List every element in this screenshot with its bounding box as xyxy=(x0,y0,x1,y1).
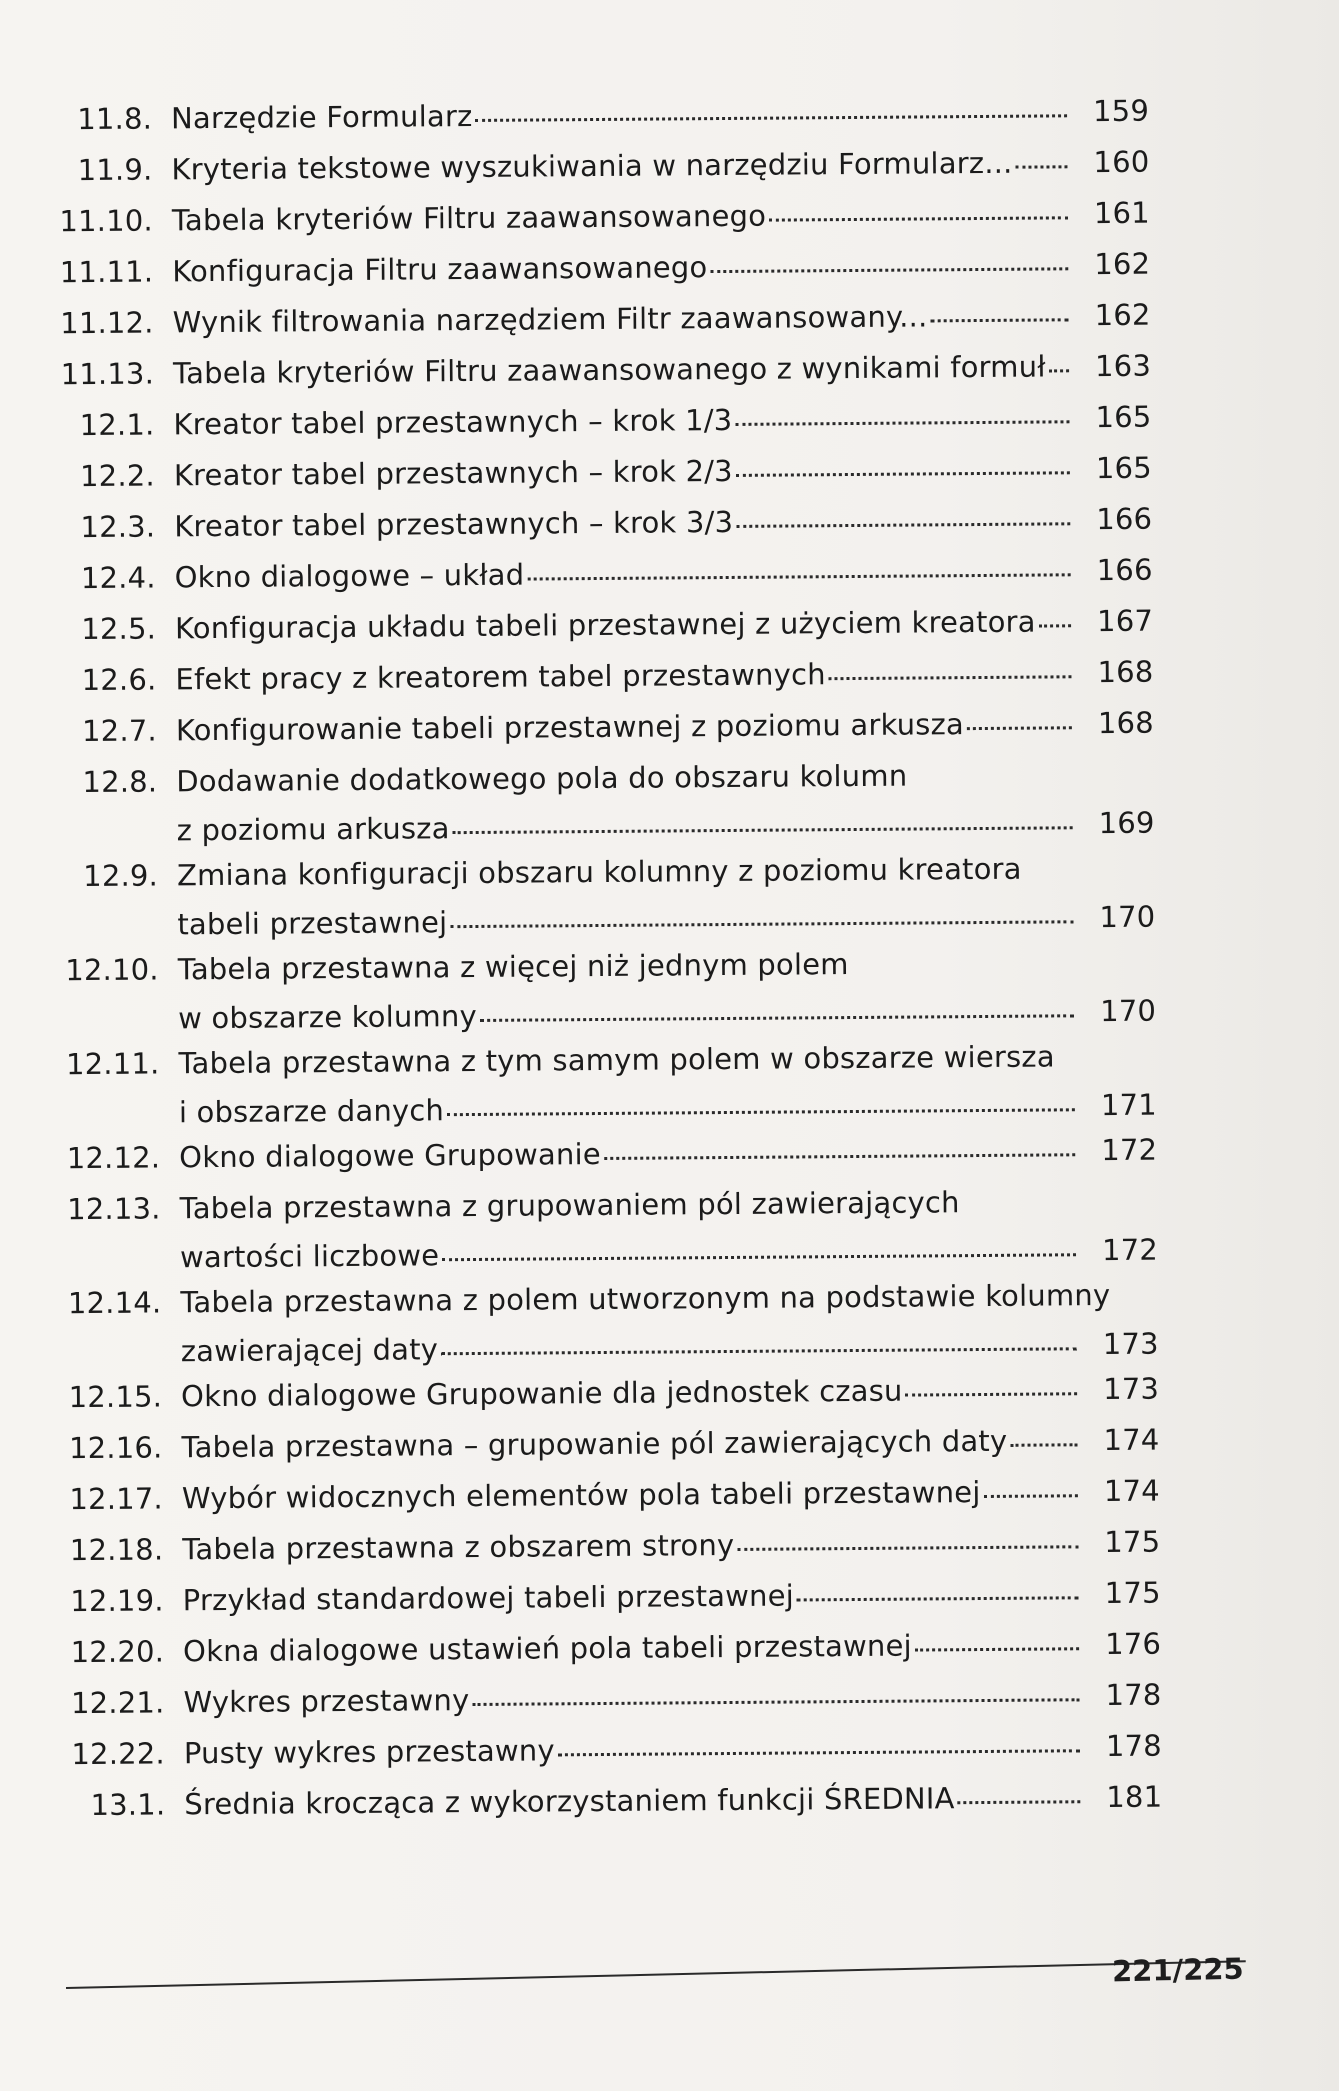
figure-number: 12.8. xyxy=(82,764,158,800)
toc-entry xyxy=(0,194,1333,239)
dot-leader xyxy=(735,416,1069,426)
figure-number: 11.11. xyxy=(59,254,154,290)
figure-title: Narzędzie Formularz xyxy=(170,98,473,136)
page-number: 174 xyxy=(1103,1422,1160,1458)
entry-line xyxy=(173,400,1151,442)
toc-entry xyxy=(4,1523,1339,1568)
page-number: 159 xyxy=(1092,93,1150,129)
figure-title: Przykład standardowej tabeli przestawnej xyxy=(182,1578,795,1618)
dot-leader xyxy=(1039,620,1071,627)
toc-entry xyxy=(0,500,1335,545)
figure-title: Kreator tabel przestawnych – krok 1/3 xyxy=(173,402,733,442)
page-number: 172 xyxy=(1101,1132,1158,1168)
entry-line xyxy=(180,1233,1158,1275)
entry-line xyxy=(175,655,1153,697)
toc-entry xyxy=(6,1727,1339,1772)
figure-number: 12.9. xyxy=(83,858,159,894)
page-number: 172 xyxy=(1101,1232,1159,1268)
toc-entry xyxy=(0,849,1338,942)
figure-title: Tabela przestawna z grupowaniem pól zawierających xyxy=(179,1185,960,1226)
figure-title: Kryteria tekstowe wyszukiwania w narzędziu Formularz... xyxy=(171,145,1013,187)
figure-number: 12.14. xyxy=(67,1285,162,1321)
entry-line xyxy=(178,945,1156,987)
entry-line xyxy=(180,1278,1158,1320)
page-number: 174 xyxy=(1103,1473,1161,1509)
entry-line xyxy=(181,1372,1159,1414)
entry-line xyxy=(171,94,1149,136)
figure-number: 12.21. xyxy=(70,1685,165,1721)
figure-number: 12.13. xyxy=(67,1191,161,1227)
dot-leader xyxy=(906,1388,1078,1396)
toc-entry xyxy=(6,1778,1339,1823)
dot-leader xyxy=(797,1592,1079,1601)
page-number: 166 xyxy=(1096,552,1153,588)
toc-entry xyxy=(0,449,1335,494)
entry-line xyxy=(171,145,1149,187)
page-number: 181 xyxy=(1106,1779,1163,1815)
figure-title: Okno dialogowe – układ xyxy=(174,557,525,595)
entry-line xyxy=(175,604,1153,646)
figure-title: z poziomu arkusza xyxy=(176,811,450,848)
figure-title: Tabela przestawna z więcej niż jednym polem xyxy=(177,947,849,987)
figure-title: w obszarze kolumny xyxy=(177,998,477,1036)
page-number: 175 xyxy=(1104,1524,1161,1560)
figure-number: 12.3. xyxy=(80,509,156,545)
entry-line xyxy=(184,1729,1162,1771)
toc-entry xyxy=(0,398,1334,443)
figure-title: Konfigurowanie tabeli przestawnej z poziomu arkusza xyxy=(175,707,965,748)
toc-entry xyxy=(0,296,1333,341)
toc-entry xyxy=(0,551,1335,596)
dot-leader xyxy=(442,1249,1076,1261)
entry-line xyxy=(174,502,1152,544)
page-number: 161 xyxy=(1093,195,1150,231)
entry-line xyxy=(177,900,1155,942)
figure-title: Wykres przestawny xyxy=(183,1683,470,1720)
dot-leader xyxy=(441,1343,1077,1355)
entry-line xyxy=(179,1133,1157,1175)
dot-leader xyxy=(475,110,1067,122)
dot-leader xyxy=(915,1643,1079,1651)
entry-line xyxy=(181,1327,1159,1369)
toc-entry xyxy=(0,92,1332,137)
figure-title: wartości liczbowe xyxy=(179,1238,440,1275)
figure-number: 12.17. xyxy=(69,1481,164,1517)
figure-title: Dodawanie dodatkowego pola do obszaru kolumn xyxy=(176,758,908,799)
toc-entry xyxy=(5,1574,1339,1619)
entry-line xyxy=(173,298,1151,340)
entry-line xyxy=(183,1678,1161,1720)
toc-entry xyxy=(1,1131,1339,1176)
page-number: 176 xyxy=(1104,1626,1162,1662)
page-number: 167 xyxy=(1096,603,1154,639)
page-number: 162 xyxy=(1094,246,1151,282)
page-number: 170 xyxy=(1099,899,1156,935)
figure-title: Średnia krocząca z wykorzystaniem funkcji ŚREDNIA xyxy=(184,1781,955,1822)
figure-number: 12.22. xyxy=(71,1736,166,1772)
page-number: 178 xyxy=(1105,1728,1163,1764)
page-number: 168 xyxy=(1097,705,1154,741)
entry-line xyxy=(179,1184,1157,1226)
dot-leader xyxy=(527,569,1070,580)
toc-entry xyxy=(1,1182,1339,1275)
dot-leader xyxy=(447,1104,1075,1116)
dot-leader xyxy=(967,722,1072,730)
entry-line xyxy=(178,1039,1156,1081)
toc-entry xyxy=(0,347,1334,392)
figure-number: 11.8. xyxy=(77,101,153,137)
figure-title: Zmiana konfiguracji obszaru kolumny z poziomu kreatora xyxy=(176,851,1022,893)
page-number: 162 xyxy=(1094,297,1151,333)
figure-title: i obszarze danych xyxy=(178,1093,445,1130)
toc-entry xyxy=(0,602,1336,647)
entry-line xyxy=(176,757,1154,799)
figure-title: Kreator tabel przestawnych – krok 2/3 xyxy=(173,453,733,493)
figure-number: 12.20. xyxy=(70,1634,165,1670)
page-number: 166 xyxy=(1096,501,1153,537)
entry-line xyxy=(174,451,1152,493)
figure-title: Okna dialogowe ustawień pola tabeli przestawnej xyxy=(182,1628,912,1669)
figure-title: Tabela przestawna – grupowanie pól zawierających daty xyxy=(181,1423,1008,1465)
figure-number: 12.18. xyxy=(69,1532,164,1568)
footer-page-number: 221/225 xyxy=(1111,1951,1245,1989)
dot-leader xyxy=(453,822,1073,834)
figure-number: 11.10. xyxy=(59,203,153,239)
dot-leader xyxy=(958,1796,1081,1804)
toc-entry xyxy=(3,1421,1339,1466)
figure-title: Wybór widocznych elementów pola tabeli przestawnej xyxy=(181,1475,981,1516)
page-number: 169 xyxy=(1098,805,1155,841)
dot-leader xyxy=(604,1149,1075,1160)
entry-line xyxy=(182,1525,1160,1567)
entry-line xyxy=(184,1780,1162,1822)
toc-entry xyxy=(0,704,1337,749)
figure-number: 12.11. xyxy=(65,1046,160,1082)
toc-entry xyxy=(2,1276,1339,1369)
dot-leader xyxy=(558,1745,1080,1756)
figure-title: Tabela przestawna z polem utworzonym na podstawie kolumny xyxy=(180,1278,1111,1320)
toc-entry xyxy=(0,1037,1339,1130)
page-number: 171 xyxy=(1100,1087,1157,1123)
dot-leader xyxy=(710,263,1068,273)
page-number: 173 xyxy=(1102,1371,1160,1407)
figure-number: 12.2. xyxy=(79,458,156,494)
dot-leader xyxy=(472,1694,1079,1706)
dot-leader xyxy=(930,314,1068,322)
entry-line xyxy=(176,706,1154,748)
page-number: 178 xyxy=(1105,1677,1162,1713)
figure-number: 12.7. xyxy=(81,713,158,749)
figure-number: 12.16. xyxy=(68,1430,163,1466)
entry-line xyxy=(183,1576,1161,1618)
dot-leader xyxy=(983,1490,1077,1498)
figure-title: Tabela przestawna z tym samym polem w obszarze wiersza xyxy=(178,1039,1055,1081)
entry-line xyxy=(182,1474,1160,1516)
toc-entry xyxy=(0,653,1336,698)
toc-entry xyxy=(3,1370,1339,1415)
figure-number: 11.9. xyxy=(77,152,153,188)
figure-title: Wynik filtrowania narzędziem Filtr zaawansowany... xyxy=(172,299,928,340)
figure-number: 12.1. xyxy=(79,407,155,443)
entry-line xyxy=(173,349,1151,391)
page-number: 170 xyxy=(1100,993,1157,1029)
entry-line xyxy=(179,1088,1157,1130)
dot-leader xyxy=(736,518,1070,528)
entry-line xyxy=(175,553,1153,595)
figure-title: Pusty wykres przestawny xyxy=(183,1733,555,1771)
figure-number: 12.15. xyxy=(68,1379,163,1415)
page-number: 160 xyxy=(1093,144,1150,180)
entry-line xyxy=(178,994,1156,1036)
figure-number: 12.6. xyxy=(81,662,157,698)
dot-leader xyxy=(450,916,1073,928)
figure-title: Tabela kryteriów Filtru zaawansowanego xyxy=(171,198,767,238)
figure-number: 13.1. xyxy=(90,1787,166,1823)
figure-title: tabeli przestawnej xyxy=(177,905,448,942)
page-number: 175 xyxy=(1104,1575,1161,1611)
figure-number: 12.5. xyxy=(81,611,157,647)
figure-number: 12.4. xyxy=(80,560,156,596)
figure-number: 12.12. xyxy=(66,1140,161,1176)
figure-title: Konfiguracja układu tabeli przestawnej z użyciem kreatora xyxy=(174,604,1036,646)
page-number: 165 xyxy=(1095,450,1152,486)
figure-title: Kreator tabel przestawnych – krok 3/3 xyxy=(174,504,734,544)
entry-line xyxy=(181,1423,1159,1465)
toc-entry xyxy=(0,755,1337,848)
figure-title: Okno dialogowe Grupowanie dla jednostek czasu xyxy=(180,1373,903,1414)
dot-leader xyxy=(736,467,1070,477)
dot-leader xyxy=(829,671,1072,680)
toc-entry xyxy=(0,943,1339,1036)
dot-leader xyxy=(1016,161,1068,168)
figure-number: 12.10. xyxy=(65,952,159,988)
toc-entry xyxy=(4,1472,1339,1517)
figure-number: 11.12. xyxy=(60,305,154,341)
figure-title: Efekt pracy z kreatorem tabel przestawnych xyxy=(175,657,826,697)
entry-line xyxy=(177,806,1155,848)
dot-leader xyxy=(1049,365,1069,372)
toc-entry xyxy=(5,1676,1339,1721)
dot-leader xyxy=(480,1010,1074,1022)
dot-leader xyxy=(769,212,1068,221)
dot-leader xyxy=(737,1541,1078,1551)
toc-entry xyxy=(5,1625,1339,1670)
page-number: 168 xyxy=(1097,654,1154,690)
toc-entry xyxy=(0,143,1332,188)
entry-line xyxy=(172,196,1150,238)
figure-title: Konfiguracja Filtru zaawansowanego xyxy=(172,250,708,289)
entry-line xyxy=(172,247,1150,289)
dot-leader xyxy=(1010,1439,1077,1447)
page-number: 165 xyxy=(1095,399,1152,435)
figure-title: Tabela przestawna z obszarem strony xyxy=(182,1527,735,1567)
figure-number: 12.19. xyxy=(70,1583,164,1619)
page-number: 163 xyxy=(1094,348,1152,384)
figure-title: zawierającej daty xyxy=(180,1332,439,1369)
toc-entry xyxy=(0,245,1333,290)
entry-line xyxy=(177,851,1155,893)
page-number: 173 xyxy=(1102,1326,1159,1362)
figure-number: 11.13. xyxy=(60,356,155,392)
figure-title: Tabela kryteriów Filtru zaawansowanego z wynikami formuł xyxy=(172,349,1046,391)
entry-line xyxy=(183,1627,1161,1669)
figure-title: Okno dialogowe Grupowanie xyxy=(179,1136,601,1175)
